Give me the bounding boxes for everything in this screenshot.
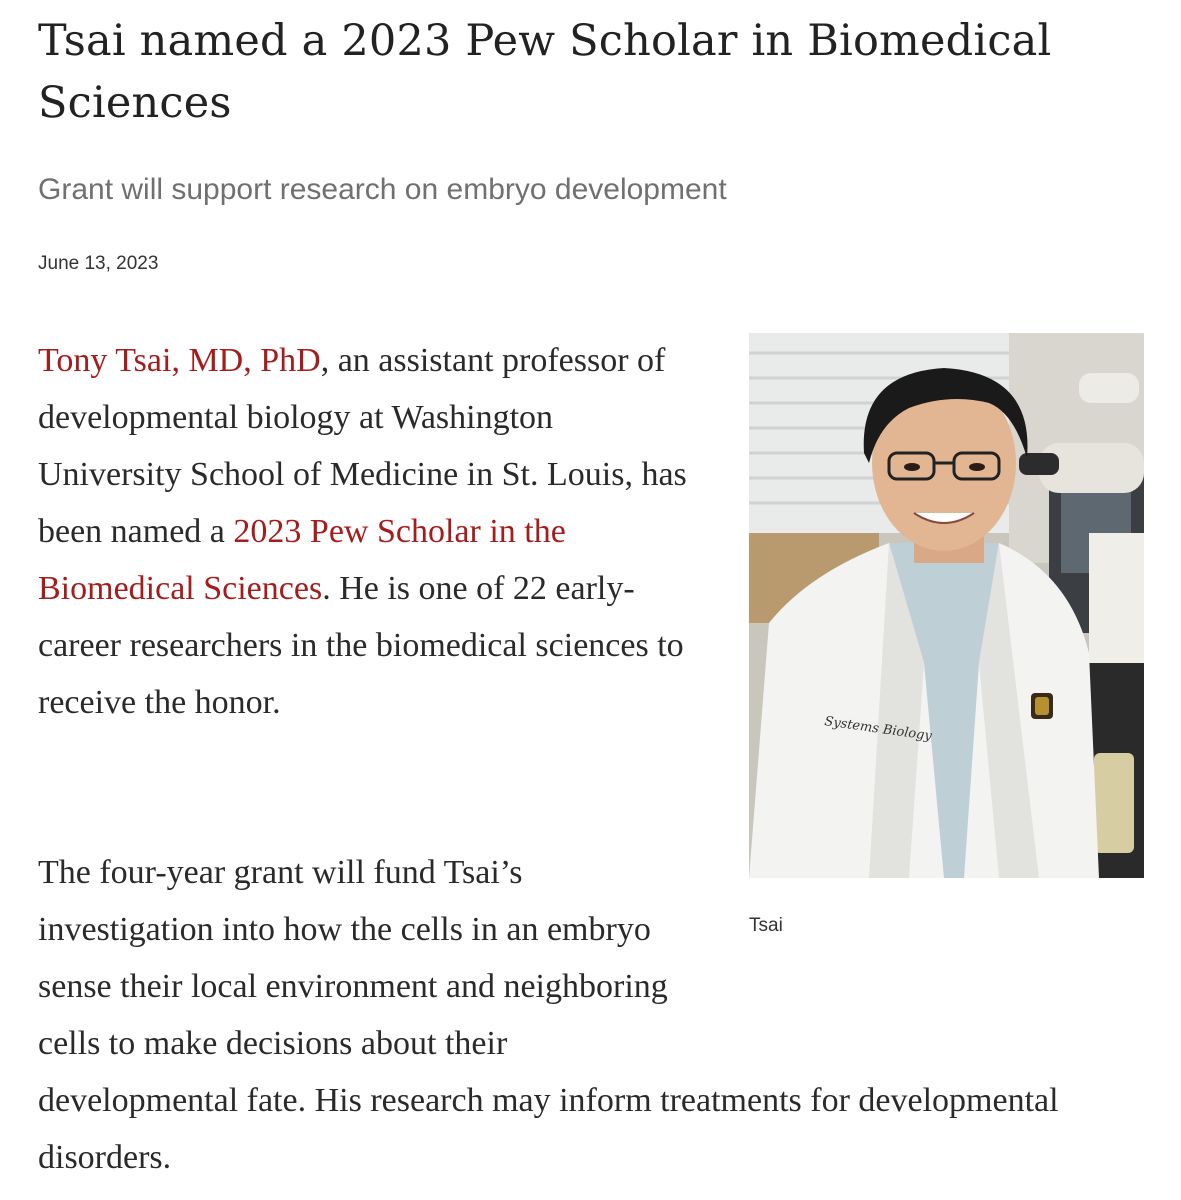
portrait-photo <box>749 333 1144 878</box>
article-paragraph-1 <box>38 332 703 731</box>
photo-caption: Tsai <box>749 915 783 936</box>
article <box>38 0 1148 1176</box>
article-paragraph-2 <box>38 844 1148 1186</box>
pew-scholar-link[interactable]: 2023 Pew Scholar in the Biomedical Sciences <box>38 513 566 607</box>
publish-date: June 13, 2023 <box>38 253 159 274</box>
tony-tsai-link[interactable]: Tony Tsai, MD, PhD <box>38 342 321 379</box>
paragraph-2-text: The four-year grant will fund Tsai’s investigation into how the cells in an embryo sense their local environment and neighboring cells to make decisions about their developmental fate. His research may inform treatments for developmental disorders. <box>38 854 1059 1176</box>
paragraph-1-text-b: . He is one of 22 early-career researchers in the biomedical sciences to receive the honor. <box>38 570 684 721</box>
paragraph-1-text-a: , an assistant professor of developmental biology at Washington University School of Medicine in St. Louis, has been named a <box>38 342 687 550</box>
article-subheadline: Grant will support research on embryo development <box>38 173 727 206</box>
article-headline: Tsai named a 2023 Pew Scholar in Biomedical Sciences <box>38 16 1052 128</box>
coat-embroidery: Systems Biology <box>823 714 933 745</box>
